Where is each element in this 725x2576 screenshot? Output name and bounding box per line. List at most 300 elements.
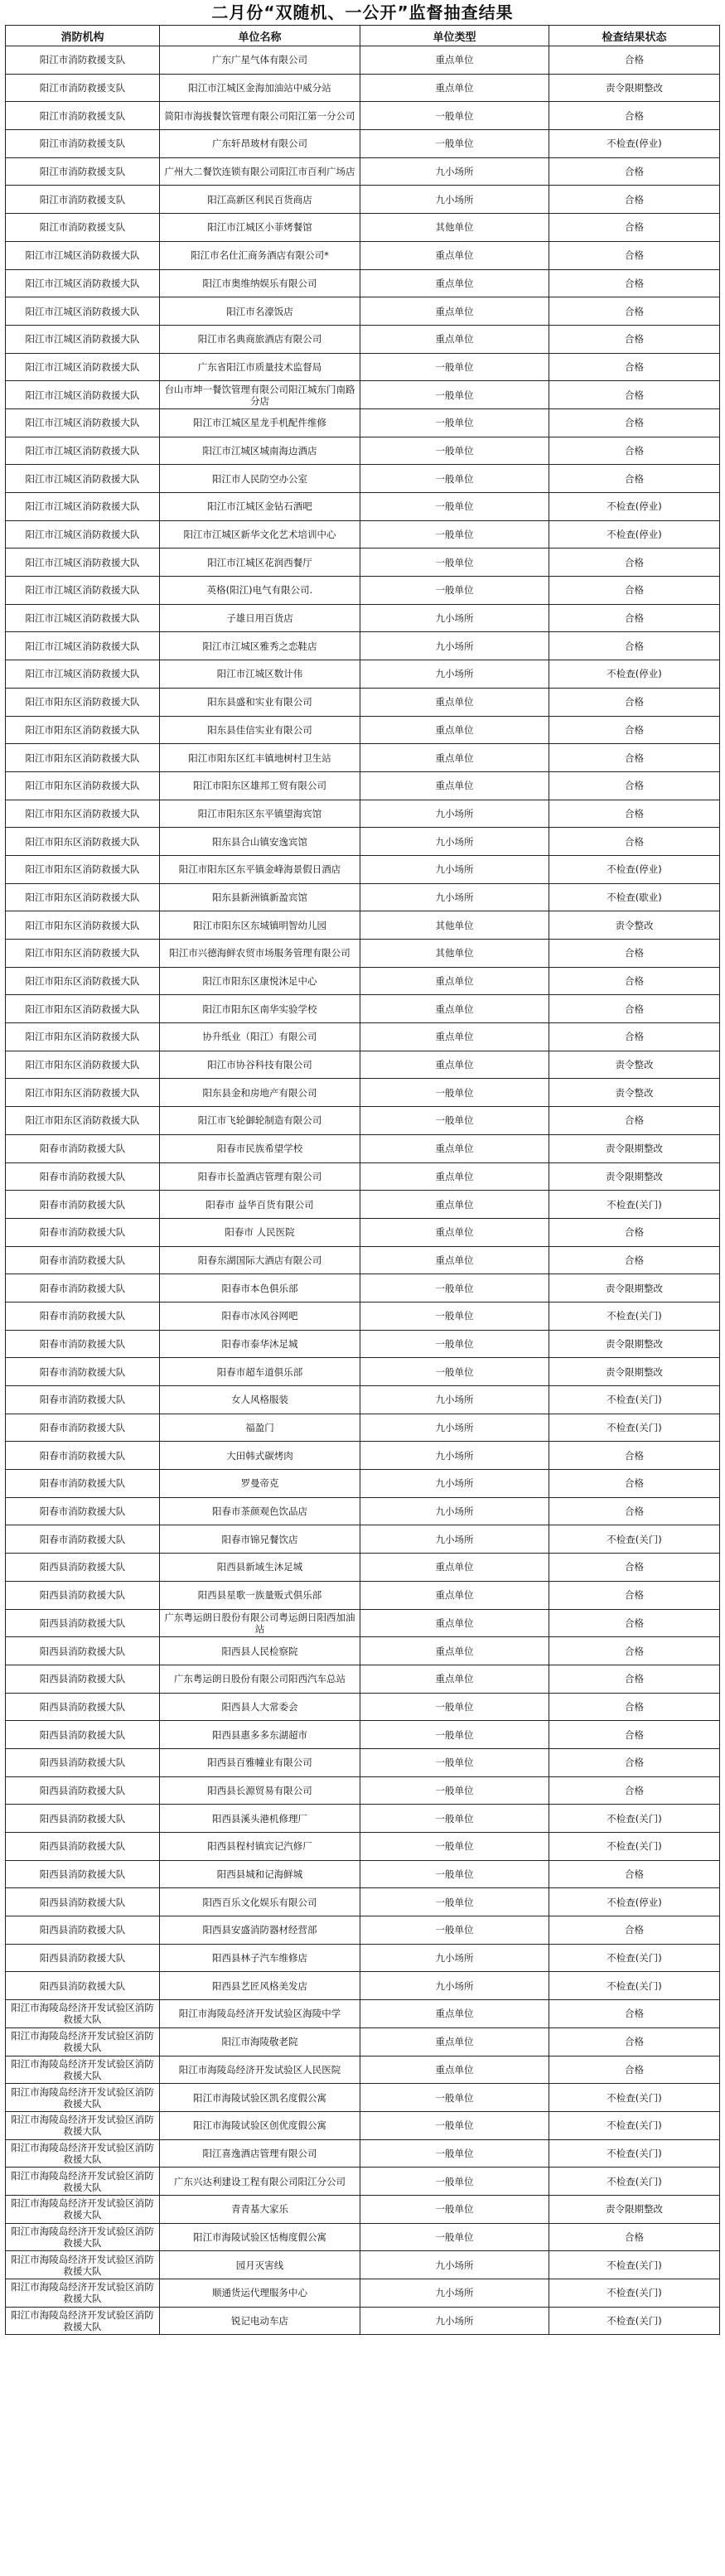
table-row (6, 1051, 720, 1079)
cell-unit-name: 阳江市协谷科技有限公司 (160, 1051, 360, 1079)
cell-unit-type: 一般单位 (360, 465, 549, 493)
cell-unit-type: 一般单位 (360, 2111, 549, 2139)
cell-unit-name: 阳江市阳东区东城镇明智幼儿园 (160, 911, 360, 940)
cell-fire-agency: 阳春市消防救援大队 (6, 1302, 160, 1330)
table-row (6, 1609, 720, 1637)
cell-result-status: 合格 (549, 381, 720, 409)
table-row (6, 1497, 720, 1525)
cell-fire-agency: 阳春市消防救援大队 (6, 1358, 160, 1386)
cell-unit-name: 阳春市长盈酒店管理有限公司 (160, 1162, 360, 1191)
cell-unit-name: 阳西县林子汽车维修店 (160, 1944, 360, 1972)
table-row (6, 214, 720, 242)
cell-unit-name: 阳西县星歌一族量贩式俱乐部 (160, 1581, 360, 1609)
cell-fire-agency: 阳春市消防救援大队 (6, 1218, 160, 1246)
cell-unit-name: 阳春市本色俱乐部 (160, 1274, 360, 1302)
cell-unit-name: 阳江市江城区小菲烤餐馆 (160, 214, 360, 242)
cell-fire-agency: 阳江市江城区消防救援大队 (6, 493, 160, 521)
cell-unit-name: 广东广星气体有限公司 (160, 46, 360, 75)
cell-unit-name: 英格(阳江)电气有限公司. (160, 577, 360, 605)
cell-result-status: 责令限期整改 (549, 1358, 720, 1386)
cell-fire-agency: 阳江市江城区消防救援大队 (6, 381, 160, 409)
cell-unit-type: 一般单位 (360, 493, 549, 521)
cell-unit-type: 一般单位 (360, 1721, 549, 1749)
cell-result-status: 合格 (549, 716, 720, 744)
cell-unit-type: 重点单位 (360, 1554, 549, 1582)
cell-fire-agency: 阳西县消防救援大队 (6, 1554, 160, 1582)
cell-result-status: 合格 (549, 1776, 720, 1805)
cell-fire-agency: 阳西县消防救援大队 (6, 1805, 160, 1833)
cell-result-status: 合格 (549, 353, 720, 381)
cell-unit-name: 阳江市江城区花润西餐厅 (160, 549, 360, 577)
cell-unit-name: 阳江市阳东区雄邦工贸有限公司 (160, 771, 360, 800)
cell-result-status: 合格 (549, 2000, 720, 2028)
header-fire-agency: 消防机构 (6, 26, 160, 46)
cell-unit-type: 九小场所 (360, 855, 549, 883)
cell-result-status: 合格 (549, 465, 720, 493)
cell-result-status: 合格 (549, 688, 720, 716)
cell-fire-agency: 阳江市江城区消防救援大队 (6, 465, 160, 493)
cell-result-status: 不检查(停业) (549, 1888, 720, 1916)
cell-fire-agency: 阳江市江城区消防救援大队 (6, 520, 160, 549)
cell-unit-name: 罗曼帝克 (160, 1470, 360, 1498)
table-row (6, 911, 720, 940)
cell-unit-type: 一般单位 (360, 2139, 549, 2168)
cell-unit-type: 一般单位 (360, 1274, 549, 1302)
cell-fire-agency: 阳江市江城区消防救援大队 (6, 325, 160, 353)
cell-fire-agency: 阳江市阳东区消防救援大队 (6, 940, 160, 968)
cell-result-status: 责令整改 (549, 1051, 720, 1079)
cell-result-status: 合格 (549, 1246, 720, 1274)
cell-unit-type: 重点单位 (360, 2027, 549, 2056)
cell-fire-agency: 阳江市阳东区消防救援大队 (6, 1051, 160, 1079)
cell-result-status: 不检查(关门) (549, 2307, 720, 2335)
table-row (6, 1246, 720, 1274)
header-result-status: 检查结果状态 (549, 26, 720, 46)
table-row (6, 1665, 720, 1693)
cell-fire-agency: 阳江市江城区消防救援大队 (6, 604, 160, 632)
cell-unit-name: 阳春市泰华沐足城 (160, 1330, 360, 1358)
cell-fire-agency: 阳春市消防救援大队 (6, 1497, 160, 1525)
table-row (6, 465, 720, 493)
table-row (6, 2000, 720, 2028)
table-row (6, 2027, 720, 2056)
cell-unit-name: 阳江市海陵试验区创优度假公寓 (160, 2111, 360, 2139)
cell-unit-type: 一般单位 (360, 2168, 549, 2196)
cell-unit-type: 九小场所 (360, 604, 549, 632)
cell-unit-type: 一般单位 (360, 2084, 549, 2112)
table-row (6, 1972, 720, 2000)
cell-result-status: 合格 (549, 549, 720, 577)
cell-unit-name: 阳江市阳东区红丰镇地树村卫生站 (160, 744, 360, 772)
cell-unit-name: 阳江市名仕汇商务酒店有限公司* (160, 241, 360, 269)
table-row (6, 1134, 720, 1162)
table-row (6, 995, 720, 1023)
cell-fire-agency: 阳春市消防救援大队 (6, 1134, 160, 1162)
cell-unit-type: 一般单位 (360, 2223, 549, 2251)
cell-unit-type: 一般单位 (360, 1805, 549, 1833)
cell-unit-name: 阳江市名濠饭店 (160, 297, 360, 326)
cell-unit-type: 一般单位 (360, 2195, 549, 2223)
table-row (6, 549, 720, 577)
cell-unit-name: 阳春市 益华百货有限公司 (160, 1191, 360, 1219)
cell-result-status: 不检查(关门) (549, 1833, 720, 1861)
cell-unit-type: 重点单位 (360, 1637, 549, 1665)
cell-result-status: 不检查(停业) (549, 130, 720, 158)
cell-result-status: 合格 (549, 1665, 720, 1693)
cell-unit-type: 其他单位 (360, 940, 549, 968)
cell-result-status: 合格 (549, 2056, 720, 2084)
cell-fire-agency: 阳西县消防救援大队 (6, 1916, 160, 1945)
cell-unit-name: 阳江市奥维纳娱乐有限公司 (160, 269, 360, 297)
cell-result-status: 合格 (549, 325, 720, 353)
table-row (6, 1330, 720, 1358)
cell-unit-type: 重点单位 (360, 325, 549, 353)
cell-result-status: 合格 (549, 1860, 720, 1888)
cell-fire-agency: 阳江市江城区消防救援大队 (6, 353, 160, 381)
cell-fire-agency: 阳江市阳东区消防救援大队 (6, 800, 160, 828)
cell-fire-agency: 阳江市江城区消防救援大队 (6, 549, 160, 577)
cell-unit-type: 一般单位 (360, 1079, 549, 1107)
cell-unit-type: 一般单位 (360, 549, 549, 577)
table-row (6, 1581, 720, 1609)
table-row (6, 1358, 720, 1386)
cell-unit-type: 重点单位 (360, 74, 549, 102)
cell-fire-agency: 阳江市阳东区消防救援大队 (6, 967, 160, 995)
table-row (6, 1554, 720, 1582)
cell-result-status: 合格 (549, 1916, 720, 1945)
cell-unit-type: 重点单位 (360, 1134, 549, 1162)
cell-fire-agency: 阳江市江城区消防救援大队 (6, 437, 160, 465)
table-row (6, 2279, 720, 2308)
table-row (6, 1776, 720, 1805)
cell-result-status: 不检查(关门) (549, 1944, 720, 1972)
cell-unit-name: 阳西百乐文化娱乐有限公司 (160, 1888, 360, 1916)
cell-fire-agency: 阳江市江城区消防救援大队 (6, 297, 160, 326)
cell-fire-agency: 阳西县消防救援大队 (6, 1637, 160, 1665)
cell-unit-type: 一般单位 (360, 1330, 549, 1358)
cell-fire-agency: 阳江市阳东区消防救援大队 (6, 911, 160, 940)
cell-fire-agency: 阳江市消防救援支队 (6, 46, 160, 75)
table-body (6, 46, 720, 2335)
cell-fire-agency: 阳西县消防救援大队 (6, 1972, 160, 2000)
cell-unit-name: 顺通货运代理服务中心 (160, 2279, 360, 2308)
cell-unit-type: 九小场所 (360, 1442, 549, 1470)
cell-fire-agency: 阳江市海陵岛经济开发试验区消防救援大队 (6, 2027, 160, 2056)
table-row (6, 381, 720, 409)
table-row (6, 744, 720, 772)
cell-unit-type: 九小场所 (360, 1944, 549, 1972)
cell-unit-name: 阳江市海陵岛经济开发试验区人民医院 (160, 2056, 360, 2084)
cell-unit-type: 一般单位 (360, 1302, 549, 1330)
table-row (6, 1162, 720, 1191)
table-row (6, 520, 720, 549)
cell-unit-type: 九小场所 (360, 2307, 549, 2335)
cell-unit-type: 重点单位 (360, 2000, 549, 2028)
table-row (6, 632, 720, 660)
cell-unit-type: 一般单位 (360, 1916, 549, 1945)
cell-result-status: 合格 (549, 940, 720, 968)
cell-unit-name: 阳西县惠多多东湖超市 (160, 1721, 360, 1749)
cell-unit-type: 九小场所 (360, 1525, 549, 1554)
cell-unit-name: 简阳市海拔餐饮管理有限公司阳江第一分公司 (160, 102, 360, 130)
cell-unit-name: 阳江市海陵敬老院 (160, 2027, 360, 2056)
cell-fire-agency: 阳江市阳东区消防救援大队 (6, 716, 160, 744)
cell-unit-type: 一般单位 (360, 102, 549, 130)
cell-unit-type: 一般单位 (360, 1888, 549, 1916)
cell-fire-agency: 阳西县消防救援大队 (6, 1665, 160, 1693)
cell-unit-name: 阳西县百雅幢业有限公司 (160, 1748, 360, 1776)
cell-unit-type: 九小场所 (360, 800, 549, 828)
cell-unit-name: 阳西县新域生沐足城 (160, 1554, 360, 1582)
table-row (6, 828, 720, 856)
cell-unit-type: 重点单位 (360, 1023, 549, 1051)
cell-result-status: 责令限期整改 (549, 1330, 720, 1358)
table-row (6, 2056, 720, 2084)
cell-fire-agency: 阳西县消防救援大队 (6, 1888, 160, 1916)
cell-result-status: 责令限期整改 (549, 1162, 720, 1191)
cell-fire-agency: 阳春市消防救援大队 (6, 1525, 160, 1554)
table-row (6, 325, 720, 353)
cell-unit-name: 广东粤运朗日股份有限公司阳西汽车总站 (160, 1665, 360, 1693)
table-row (6, 1860, 720, 1888)
cell-result-status: 合格 (549, 214, 720, 242)
cell-unit-type: 一般单位 (360, 1833, 549, 1861)
cell-unit-name: 阳江市阳东区东平镇望海宾馆 (160, 800, 360, 828)
cell-result-status: 合格 (549, 157, 720, 186)
cell-unit-name: 阳春市锦兄餐饮店 (160, 1525, 360, 1554)
cell-unit-name: 阳西县长源贸易有限公司 (160, 1776, 360, 1805)
cell-fire-agency: 阳江市海陵岛经济开发试验区消防救援大队 (6, 2195, 160, 2223)
cell-fire-agency: 阳江市消防救援支队 (6, 102, 160, 130)
cell-result-status: 不检查(关门) (549, 1525, 720, 1554)
cell-result-status: 合格 (549, 46, 720, 75)
table-row (6, 1191, 720, 1219)
cell-unit-name: 广东粤运朗日股份有限公司粤运朗日阳西加油站 (160, 1609, 360, 1637)
cell-fire-agency: 阳春市消防救援大队 (6, 1246, 160, 1274)
cell-unit-name: 阳西县人大常委会 (160, 1693, 360, 1721)
cell-unit-type: 九小场所 (360, 2251, 549, 2279)
cell-unit-name: 园月灭害线 (160, 2251, 360, 2279)
table-row (6, 46, 720, 75)
table-row (6, 2251, 720, 2279)
cell-fire-agency: 阳江市阳东区消防救援大队 (6, 1023, 160, 1051)
header-unit-name: 单位名称 (160, 26, 360, 46)
cell-result-status: 不检查(关门) (549, 2279, 720, 2308)
cell-unit-name: 阳江市人民防空办公室 (160, 465, 360, 493)
table-row (6, 883, 720, 911)
table-row (6, 269, 720, 297)
cell-result-status: 合格 (549, 604, 720, 632)
cell-unit-type: 重点单位 (360, 1581, 549, 1609)
cell-fire-agency: 阳江市消防救援支队 (6, 130, 160, 158)
cell-result-status: 不检查(停业) (549, 520, 720, 549)
page-title: 二月份“双随机、一公开”监督抽查结果 (211, 2, 514, 22)
table-row (6, 2139, 720, 2168)
table-row (6, 1107, 720, 1135)
cell-unit-name: 青青基大家乐 (160, 2195, 360, 2223)
cell-result-status: 合格 (549, 1721, 720, 1749)
cell-unit-name: 阳西县安盛消防器材经营部 (160, 1916, 360, 1945)
cell-unit-name: 阳春市茶颜观色饮品店 (160, 1497, 360, 1525)
cell-unit-type: 重点单位 (360, 46, 549, 75)
cell-fire-agency: 阳江市海陵岛经济开发试验区消防救援大队 (6, 2111, 160, 2139)
cell-fire-agency: 阳春市消防救援大队 (6, 1442, 160, 1470)
table-row (6, 1470, 720, 1498)
cell-unit-name: 阳春市超车道俱乐部 (160, 1358, 360, 1386)
cell-unit-type: 九小场所 (360, 1414, 549, 1442)
cell-unit-type: 九小场所 (360, 632, 549, 660)
cell-result-status: 不检查(关门) (549, 1414, 720, 1442)
cell-unit-type: 九小场所 (360, 660, 549, 689)
cell-result-status: 不检查(关门) (549, 1191, 720, 1219)
table-row (6, 1218, 720, 1246)
table-row (6, 353, 720, 381)
cell-unit-name: 阳西县艺匠风格美发店 (160, 1972, 360, 2000)
cell-fire-agency: 阳江市海陵岛经济开发试验区消防救援大队 (6, 2279, 160, 2308)
table-row (6, 2084, 720, 2112)
cell-unit-name: 阳江市江城区金海加油站中威分站 (160, 74, 360, 102)
cell-unit-name: 阳江市阳东区康悦沐足中心 (160, 967, 360, 995)
cell-result-status: 合格 (549, 800, 720, 828)
table-row (6, 130, 720, 158)
cell-result-status: 合格 (549, 744, 720, 772)
table-row (6, 408, 720, 437)
cell-result-status: 合格 (549, 1470, 720, 1498)
cell-fire-agency: 阳西县消防救援大队 (6, 1833, 160, 1861)
cell-fire-agency: 阳江市江城区消防救援大队 (6, 408, 160, 437)
cell-fire-agency: 阳春市消防救援大队 (6, 1386, 160, 1414)
cell-unit-name: 协升纸业（阳江）有限公司 (160, 1023, 360, 1051)
cell-unit-name: 阳江高新区利民百货商店 (160, 186, 360, 214)
table-row (6, 967, 720, 995)
cell-fire-agency: 阳江市阳东区消防救援大队 (6, 883, 160, 911)
table-row (6, 1888, 720, 1916)
cell-unit-type: 重点单位 (360, 1191, 549, 1219)
table-row (6, 716, 720, 744)
table-row (6, 493, 720, 521)
table-row (6, 1833, 720, 1861)
cell-result-status: 合格 (549, 632, 720, 660)
cell-result-status: 责令整改 (549, 911, 720, 940)
cell-result-status: 责令限期整改 (549, 1274, 720, 1302)
cell-unit-type: 重点单位 (360, 269, 549, 297)
cell-unit-name: 广东轩昂玻材有限公司 (160, 130, 360, 158)
cell-result-status: 合格 (549, 1748, 720, 1776)
cell-result-status: 合格 (549, 967, 720, 995)
cell-unit-type: 重点单位 (360, 1665, 549, 1693)
cell-unit-type: 重点单位 (360, 1246, 549, 1274)
cell-result-status: 合格 (549, 1609, 720, 1637)
cell-result-status: 不检查(关门) (549, 2168, 720, 2196)
table-header-row (6, 26, 720, 46)
cell-result-status: 不检查(停业) (549, 660, 720, 689)
cell-unit-name: 广州大二餐饮连锁有限公司阳江市百利广场店 (160, 157, 360, 186)
cell-result-status: 合格 (549, 771, 720, 800)
cell-unit-name: 阳东县盛和实业有限公司 (160, 688, 360, 716)
cell-fire-agency: 阳江市海陵岛经济开发试验区消防救援大队 (6, 2084, 160, 2112)
cell-fire-agency: 阳江市江城区消防救援大队 (6, 660, 160, 689)
table-row (6, 1302, 720, 1330)
cell-fire-agency: 阳春市消防救援大队 (6, 1191, 160, 1219)
table-row (6, 800, 720, 828)
cell-unit-type: 其他单位 (360, 911, 549, 940)
cell-fire-agency: 阳西县消防救援大队 (6, 1748, 160, 1776)
cell-unit-name: 阳东县合山镇安逸宾馆 (160, 828, 360, 856)
cell-result-status: 合格 (549, 577, 720, 605)
cell-result-status: 不检查(停业) (549, 493, 720, 521)
results-table (5, 25, 720, 2335)
cell-fire-agency: 阳江市海陵岛经济开发试验区消防救援大队 (6, 2307, 160, 2335)
cell-result-status: 不检查(关门) (549, 2111, 720, 2139)
table-row (6, 604, 720, 632)
table-row (6, 2223, 720, 2251)
cell-unit-type: 九小场所 (360, 157, 549, 186)
cell-unit-name: 锐记电动车店 (160, 2307, 360, 2335)
table-row (6, 688, 720, 716)
cell-unit-type: 一般单位 (360, 353, 549, 381)
cell-unit-type: 九小场所 (360, 1497, 549, 1525)
cell-unit-type: 九小场所 (360, 828, 549, 856)
table-row (6, 297, 720, 326)
cell-fire-agency: 阳江市阳东区消防救援大队 (6, 828, 160, 856)
cell-unit-name: 福盈门 (160, 1414, 360, 1442)
cell-result-status: 合格 (549, 102, 720, 130)
cell-result-status: 合格 (549, 1637, 720, 1665)
header-unit-type: 单位类型 (360, 26, 549, 46)
table-row (6, 102, 720, 130)
cell-unit-name: 广东省阳江市质量技术监督局 (160, 353, 360, 381)
cell-unit-type: 一般单位 (360, 437, 549, 465)
cell-unit-name: 阳江市江城区金钻石酒吧 (160, 493, 360, 521)
cell-result-status: 合格 (549, 995, 720, 1023)
table-row (6, 1805, 720, 1833)
cell-result-status: 合格 (549, 1107, 720, 1135)
cell-result-status: 合格 (549, 1581, 720, 1609)
cell-unit-type: 一般单位 (360, 1748, 549, 1776)
table-row (6, 660, 720, 689)
cell-unit-name: 阳西县人民检察院 (160, 1637, 360, 1665)
cell-unit-name: 阳东县金和房地产有限公司 (160, 1079, 360, 1107)
cell-unit-name: 阳江市飞轮御轮制造有限公司 (160, 1107, 360, 1135)
table-row (6, 74, 720, 102)
table-row (6, 1414, 720, 1442)
cell-unit-type: 重点单位 (360, 1162, 549, 1191)
cell-fire-agency: 阳江市海陵岛经济开发试验区消防救援大队 (6, 2056, 160, 2084)
cell-unit-name: 阳东县新洲镇新盈宾馆 (160, 883, 360, 911)
cell-fire-agency: 阳春市消防救援大队 (6, 1330, 160, 1358)
cell-unit-name: 阳江市阳东区东平镇金峰海景假日酒店 (160, 855, 360, 883)
cell-unit-name: 阳西县溪头港机修理厂 (160, 1805, 360, 1833)
cell-unit-type: 一般单位 (360, 577, 549, 605)
table-row (6, 1442, 720, 1470)
table-row (6, 1693, 720, 1721)
cell-fire-agency: 阳江市海陵岛经济开发试验区消防救援大队 (6, 2251, 160, 2279)
cell-unit-type: 重点单位 (360, 241, 549, 269)
cell-result-status: 不检查(关门) (549, 1972, 720, 2000)
cell-result-status: 合格 (549, 437, 720, 465)
cell-unit-name: 阳西县城和记海鲜城 (160, 1860, 360, 1888)
cell-unit-name: 阳江喜逸酒店管理有限公司 (160, 2139, 360, 2168)
cell-unit-name: 阳西县程村镇宾记汽修厂 (160, 1833, 360, 1861)
table-row (6, 577, 720, 605)
cell-unit-type: 其他单位 (360, 214, 549, 242)
cell-fire-agency: 阳江市江城区消防救援大队 (6, 269, 160, 297)
cell-unit-name: 阳江市兴德海鲜农贸市场服务管理有限公司 (160, 940, 360, 968)
cell-unit-type: 重点单位 (360, 1218, 549, 1246)
cell-fire-agency: 阳春市消防救援大队 (6, 1414, 160, 1442)
table-row (6, 855, 720, 883)
cell-result-status: 合格 (549, 828, 720, 856)
